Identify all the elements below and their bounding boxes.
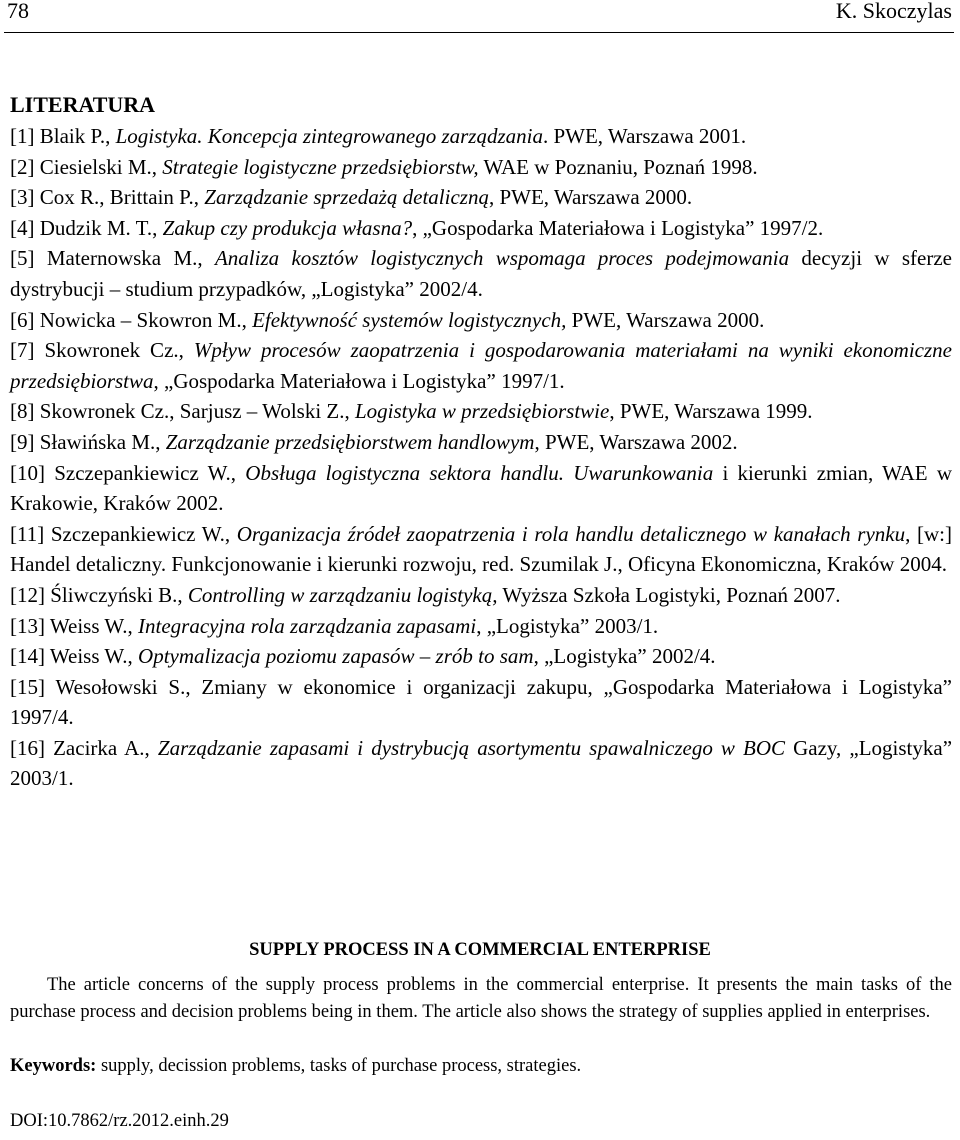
reference-details: WAE w Poznaniu, Poznań 1998.	[478, 154, 758, 179]
reference-details: , „Gospodarka Materiałowa i Logistyka” 1997/1.	[153, 368, 565, 393]
reference-item	[10, 672, 952, 733]
reference-number: [5]	[10, 246, 35, 271]
reference-title: Organizacja źródeł zaopatrzenia i rola handlu detalicznego w kanałach rynku	[236, 521, 906, 546]
reference-details: , „Gospodarka Materiałowa i Logistyka” 1997/2.	[412, 215, 824, 240]
reference-details: Wyższa Szkoła Logistyki, Poznań 2007.	[497, 582, 841, 607]
reference-details: , PWE, Warszawa 2002.	[534, 429, 738, 454]
reference-details: PWE, Warszawa 2000.	[566, 307, 765, 332]
reference-number: [8]	[10, 399, 35, 424]
reference-title: Analiza kosztów logistycznych wspomaga proces podejmowania	[214, 246, 790, 271]
reference-item	[10, 182, 952, 213]
reference-item	[10, 243, 952, 304]
reference-authors: Zacirka A.,	[53, 735, 158, 760]
reference-authors: Skowronek Cz., Sarjusz – Wolski Z.,	[39, 399, 355, 424]
reference-number: [15]	[10, 674, 45, 699]
reference-details: Zmiany w ekonomice i organizacji zakupu, „Gospodarka Materiałowa i Logistyka” 1997/4.	[10, 674, 952, 730]
reference-item	[10, 396, 952, 427]
reference-item	[10, 458, 952, 519]
reference-title: Strategie logistyczne przedsiębiorstw,	[162, 154, 479, 179]
reference-number: [7]	[10, 338, 35, 363]
reference-title: Integracyjna rola zarządzania zapasami	[138, 613, 477, 638]
reference-authors: Cox R., Brittain P.,	[39, 185, 205, 210]
abstract-title: SUPPLY PROCESS IN A COMMERCIAL ENTERPRISE	[249, 940, 711, 960]
running-head-author: K. Skoczylas	[835, 0, 952, 23]
reference-item	[10, 335, 952, 396]
reference-title: Logistyka w przedsiębiorstwie	[355, 399, 610, 424]
reference-title: Wpływ procesów zaopatrzenia i gospodarowania materiałami na wyniki ekonomiczne przedsiębiorstwa	[10, 338, 952, 393]
reference-authors: Szczepankiewicz W.,	[50, 521, 237, 546]
reference-item	[10, 121, 952, 152]
reference-title: Efektywność systemów logistycznych,	[252, 307, 567, 332]
reference-details: , „Logistyka” 2002/4.	[533, 644, 716, 669]
reference-authors: Sławińska M.,	[39, 429, 166, 454]
reference-title: Obsługa logistyczna sektora handlu. Uwarunkowania	[245, 460, 714, 485]
reference-item	[10, 641, 952, 672]
reference-item	[10, 580, 952, 611]
reference-details: decyzji w sferze dystrybucji – studium przypadków, „Logistyka” 2002/4.	[10, 246, 952, 301]
reference-number: [2]	[10, 154, 35, 179]
reference-number: [11]	[10, 521, 45, 546]
reference-number: [13]	[10, 613, 45, 638]
reference-authors: Śliwczyński B.,	[50, 582, 188, 607]
reference-item	[10, 733, 952, 794]
abstract-text: The article concerns of the supply process problems in the commercial enterprise. It presents the main tasks of the purchase process and decision problems being in them. The article also shows the strategy of supplies applied in enterprises.	[10, 975, 952, 1022]
reference-title: Controlling w zarządzaniu logistyką,	[187, 582, 498, 607]
doi: DOI:10.7862/rz.2012.einh.29	[10, 1111, 229, 1131]
literature-heading: LITERATURA	[10, 92, 156, 117]
reference-authors: Ciesielski M.,	[39, 154, 163, 179]
reference-number: [16]	[10, 735, 45, 760]
reference-number: [9]	[10, 429, 35, 454]
reference-details: , PWE, Warszawa 2000.	[488, 185, 693, 210]
keywords-value: supply, decission problems, tasks of purchase process, strategies.	[96, 1056, 582, 1076]
reference-authors: Dudzik M. T.,	[39, 215, 163, 240]
reference-number: [3]	[10, 185, 35, 210]
reference-number: [12]	[10, 582, 45, 607]
reference-authors: Weiss W.,	[49, 613, 139, 638]
reference-title: Zarządzanie przedsiębiorstwem handlowym	[165, 429, 535, 454]
reference-details: , „Logistyka” 2003/1.	[476, 613, 659, 638]
reference-authors: Nowicka – Skowron M.,	[39, 307, 253, 332]
reference-authors: Weiss W.,	[49, 644, 139, 669]
reference-number: [1]	[10, 124, 35, 148]
reference-number: [4]	[10, 215, 35, 240]
reference-authors: Maternowska M.,	[46, 246, 215, 271]
reference-details: i kierunki zmian, WAE w Krakowie, Kraków 2002.	[10, 460, 953, 516]
reference-item	[10, 427, 952, 458]
header-rule	[4, 32, 954, 33]
page-number: 78	[7, 0, 29, 23]
reference-item	[10, 519, 952, 580]
reference-title: Zarządzanie sprzedażą detaliczną	[204, 185, 489, 210]
reference-details: . PWE, Warszawa 2001.	[542, 124, 747, 148]
reference-title: Optymalizacja poziomu zapasów – zrób to sam	[138, 644, 534, 669]
running-header	[0, 0, 960, 34]
reference-details: , [w:] Handel detaliczny. Funkcjonowanie i kierunki rozwoju, red. Szumilak J., Oficyna Ekonomiczna, Kraków 2004.	[10, 521, 953, 577]
reference-authors: Wesołowski S.,	[55, 674, 202, 699]
reference-details: Gazy, „Logistyka” 2003/1.	[10, 735, 953, 791]
reference-authors: Szczepankiewicz W.,	[54, 460, 246, 485]
reference-item	[10, 611, 952, 642]
reference-item	[10, 305, 952, 336]
reference-list	[10, 121, 952, 794]
reference-details: , PWE, Warszawa 1999.	[609, 399, 813, 424]
reference-title: Zarządzanie zapasami i dystrybucją asortymentu spawalniczego w BOC	[157, 735, 786, 760]
reference-number: [6]	[10, 307, 35, 332]
reference-title: Zakup czy produkcja własna?	[162, 215, 413, 240]
reference-authors: Blaik P.,	[39, 124, 116, 148]
reference-number: [10]	[10, 460, 45, 485]
keywords-line	[10, 1053, 952, 1080]
reference-item	[10, 152, 952, 183]
reference-title: Logistyka. Koncepcja zintegrowanego zarządzania	[115, 124, 543, 148]
keywords-label: Keywords:	[10, 1056, 97, 1076]
reference-item	[10, 213, 952, 244]
reference-number: [14]	[10, 644, 45, 669]
reference-authors: Skowronek Cz.,	[44, 338, 194, 363]
